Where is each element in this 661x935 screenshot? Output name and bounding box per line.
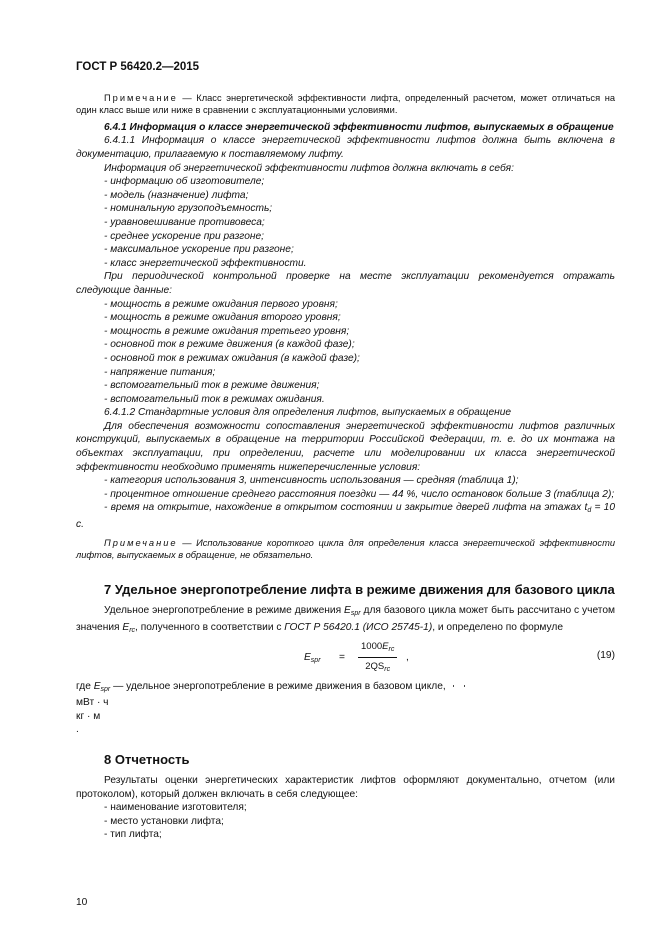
page-number: 10 [76, 897, 88, 908]
list-item: - мощность в режиме ожидания третьего уровня; [104, 325, 350, 337]
formula-equals: = [339, 651, 345, 663]
note-text: — Использование короткого цикла для определения класса энергетической эффективности лифтов, выпускаемых в обращение, не обязательно. [76, 537, 615, 561]
periodic-data-list [76, 298, 615, 407]
list-item: - мощность в режиме ожидания первого уровня; [104, 298, 338, 310]
list-item: - вспомогательный ток в режиме движения; [104, 380, 320, 392]
condition-3: - время на открытие, нахождение в открытом состоянии и закрытие дверей лифта на этажах $t_d = 10$ с. [76, 502, 615, 531]
list-item: - информацию об изготовителе; [104, 176, 265, 188]
para-info-list-intro: Информация об энергетической эффективности лифтов должна включать в себя: [104, 162, 514, 174]
list-item: - основной ток в режимах ожидания (в каждой фазе); [104, 352, 360, 364]
note-short-cycle [76, 537, 615, 562]
para-periodic-check: При периодической контрольной проверке на месте эксплуатации рекомендуется отражать следующие данные: [76, 271, 615, 296]
info-list [76, 175, 615, 270]
unit-expression [453, 685, 465, 687]
list-item: - основной ток в режиме движения (в каждой фазе); [104, 339, 355, 351]
list-item: - класс энергетической эффективности. [104, 257, 307, 269]
para-where: где $E_{spr}$ — удельное энергопотребление в режиме движения в базовом цикле, [76, 680, 615, 697]
report-contents-list [76, 801, 615, 842]
para-7-formula-intro: Удельное энергопотребление в режиме движения $E_{spr}$ для базового цикла может быть рассчитано с учетом значения $E_{rc}$, полученного в соответствии с ГОСТ Р 56420.1 (ИСО 25745-1), и определено по формуле [76, 605, 615, 635]
note-text: — Класс энергетической эффективности лифта, определенный расчетом, может отличаться на один класс выше или ниже в сравнении с эксплуатационными условиями. [76, 93, 615, 116]
list-item: - уравновешивание противовеса; [104, 216, 265, 228]
section-8-heading: 8 Отчетность [104, 752, 190, 767]
list-item: - максимальное ускорение при разгоне; [104, 244, 294, 256]
note-energy-class [76, 92, 615, 117]
condition-1: - категория использования 3, интенсивность использования — средняя (таблица 1); [104, 475, 519, 487]
para-comparison-conditions: Для обеспечения возможности сопоставления энергетической эффективности лифтов различных конструкций, выпускаемых в обращение на территории Российской Федерации, т. е. до их монтажа на объектах эксплуатации, при определении, расчете или моделировании их класса энергетической эффективности необходимо применять нижеперечисленные условия: [76, 420, 615, 473]
note-label: Примечание [104, 537, 178, 548]
section-6-4-1-heading: 6.4.1 Информация о классе энергетической эффективности лифтов, выпускаемых в обращение [104, 121, 614, 133]
list-item: - напряжение питания; [104, 366, 216, 378]
condition-2: - процентное отношение среднего расстояния поездки — 44 %, число остановок больше 3 (таблица 2); [104, 488, 615, 500]
list-item: - тип лифта; [104, 829, 162, 841]
para-8-reporting: Результаты оценки энергетических характеристик лифтов оформляют документально, отчетом (или протоколом), который должен включать в себя следующее: [76, 775, 615, 800]
list-item: - среднее ускорение при разгоне; [104, 230, 264, 242]
list-item: - номинальную грузоподъемность; [104, 203, 273, 215]
list-item: - модель (назначение) лифта; [104, 189, 249, 201]
para-6-4-1-1: 6.4.1.1 Информация о классе энергетической эффективности лифтов должна быть включена в документацию, прилагаемую к поставляемому лифту. [76, 135, 615, 160]
formula-numerator: $1000E_{rc}$ [358, 640, 397, 659]
formula-19: $E_{spr}$ = $1000E_{rc}$ $2QS_{rc}$ , (19) [76, 640, 615, 680]
formula-number: (19) [596, 649, 615, 661]
para-6-4-1-2: 6.4.1.2 Стандартные условия для определения лифтов, выпускаемых в обращение [104, 407, 512, 419]
list-item: - место установки лифта; [104, 815, 224, 827]
note-label: Примечание [104, 93, 178, 103]
document-header: ГОСТ Р 56420.2—2015 [76, 61, 200, 73]
formula-denominator: $2QS_{rc}$ [365, 661, 391, 674]
list-item: - вспомогательный ток в режимах ожидания. [104, 393, 325, 405]
list-item: - мощность в режиме ожидания второго уровня; [104, 312, 341, 324]
formula-lhs: $E_{spr}$ [304, 651, 321, 664]
section-7-heading: 7 Удельное энергопотребление лифта в режиме движения для базового цикла [104, 582, 615, 598]
document-body: Примечание — Класс энергетической эффективности лифта, определенный расчетом, может отличаться на один класс выше или ниже в сравнении с эксплуатационными условиями. 6.4.1 Информация о классе энергетической эффективности лифтов, выпускаемых в обращение 6.4.1.1 Информация о классе энергетической эффективности лифтов должна быть включена в документацию, прилагаемую к поставляемому лифту. Информация об энергетической эффективности лифтов должна включать в себя: - информацию об изготовителе; - модель (назначение) лифта; - номинальную грузоподъемность; - уравновешивание противовеса; - среднее ускорение при разгоне; - максимальное ускорение при разгоне; - класс энергетической эффективности. При периодической контрольной проверке на месте эксплуатации рекомендуется отражать следующие данные: - мощность в режиме ожидания первого уровня; - мощность в режиме ожидания второго уровня; - мощность в режиме ожидания третьего уровня; - основной ток в режиме движения (в каждой фазе); - основной ток в режимах ожидания (в каждой фазе); - напряжение питания; - вспомогательный ток в режиме движения; - вспомогательный ток в режимах ожидания. 6.4.1.2 Стандартные условия для определения лифтов, выпускаемых в обращение Для обеспечения возможности сопоставления энергетической эффективности лифтов различных конструкций, выпускаемых в обращение на территории Российской Федерации, т. е. до их монтажа на объектах эксплуатации, при определении, расчете или моделировании их класса энергетической эффективности необходимо применять нижеперечисленные условия: - категория использования 3, интенсивность использования — средняя (таблица 1); - процентное отношение среднего расстояния поездки — 44 %, число остановок больше 3 (таблица 2); - время на открытие, нахождение в открытом состоянии и закрытие дверей лифта на этажах $t_d = 10$ с. Примечание — Использование короткого цикла для определения класса энергетической эффективности лифтов, выпускаемых в обращение, не обязательно. 7 Удельное энергопотребление лифта в режиме движения для базового цикла Удельное энергопотребление в режиме движения $E_{spr}$ для базового цикла может быть рассчитано с учетом значения $E_{rc}$, полученного в соответствии с ГОСТ Р 56420.1 (ИСО 25745-1), и определено по формуле $E_{spr}$ = $1000E_{rc}$ $2QS_{rc}$ , (19) где $E_{spr}$ — удельное энергопотребление в режиме движения в базовом цикле, мВт · ч кг · м . 8 Отчетность Результаты оценки энергетических характеристик лифтов оформляют документально, отчетом (или протоколом), который должен включать в себя следующее: - наименование изготовителя; - место установки лифта; - тип лифта; [76, 93, 615, 841]
list-item: - наименование изготовителя; [104, 802, 247, 814]
formula-fraction [358, 640, 397, 677]
